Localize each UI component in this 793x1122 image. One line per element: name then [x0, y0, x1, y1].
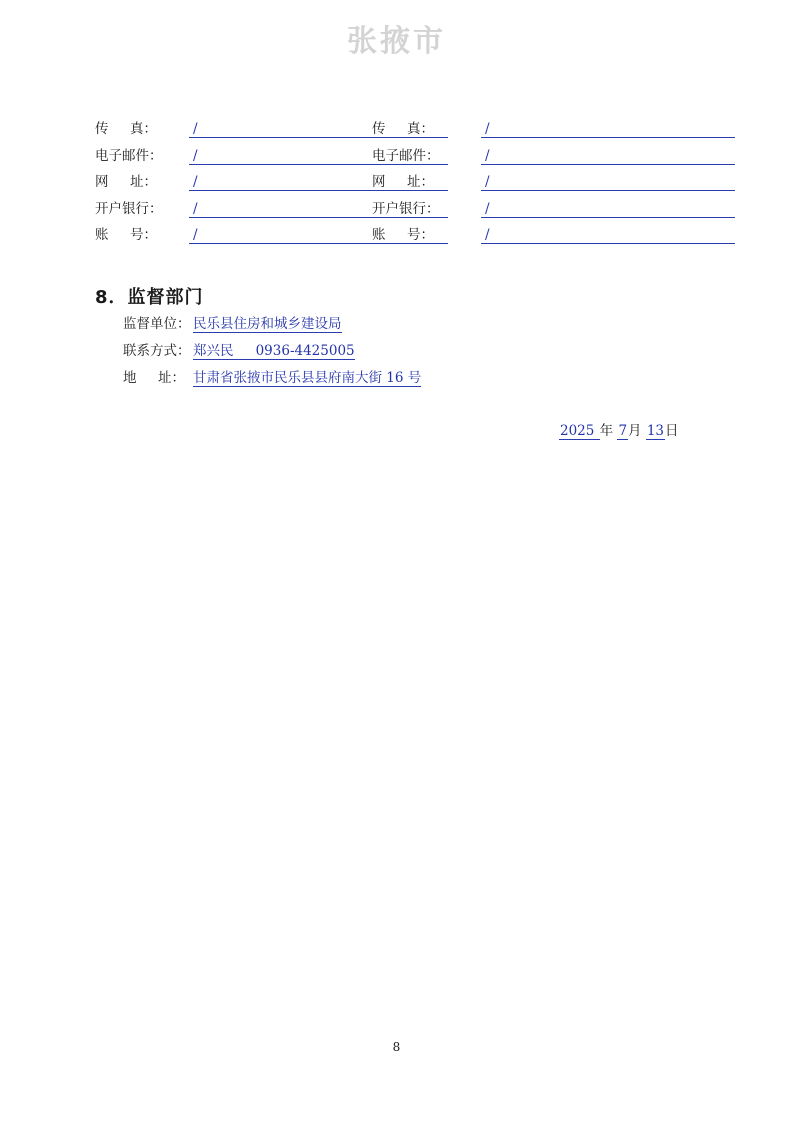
website-label-right: 网 址： [372, 174, 434, 191]
date-day: 13 [646, 423, 665, 439]
date-month: 7 [618, 423, 628, 439]
supervision-contact-row [123, 341, 543, 363]
email-value-right: / [481, 146, 735, 165]
website-value-right: / [481, 172, 735, 191]
supervision-address-value: 甘肃省张掖市民乐县县府南大街 16 号 [193, 370, 422, 386]
supervision-unit-row [123, 314, 543, 336]
contact-info-grid [95, 119, 655, 252]
date-day-suffix: 日 [665, 423, 679, 439]
account-value-left: / [189, 225, 448, 244]
website-value-left: / [189, 172, 448, 191]
document-date [559, 421, 679, 441]
contact-row-website [95, 172, 655, 199]
account-label-left: 账 号： [95, 227, 157, 244]
supervision-address-label: 地 址： [123, 370, 185, 386]
fax-label-right: 传 真： [372, 121, 434, 137]
bank-label-right: 开户银行： [372, 200, 440, 217]
bank-value-left: / [189, 199, 448, 218]
bank-value-right: / [481, 199, 735, 218]
fax-label-left: 传 真： [95, 121, 157, 137]
date-year-suffix: 年 [599, 423, 614, 439]
fax-value-left: / [189, 119, 448, 138]
account-label-right: 账 号： [372, 227, 434, 244]
fax-value-right: / [481, 119, 735, 138]
supervision-contact-value: 郑兴民 0936-4425005 [193, 343, 355, 359]
section-title-supervision: 8．监督部门 [95, 287, 204, 308]
contact-row-account [95, 225, 655, 252]
contact-row-fax [95, 119, 655, 146]
account-value-right: / [481, 225, 735, 244]
date-month-suffix: 月 [628, 423, 642, 439]
contact-row-email [95, 146, 655, 173]
supervision-address-row [123, 368, 543, 390]
supervision-contact-label: 联系方式： [123, 343, 191, 359]
bank-label-left: 开户银行： [95, 200, 163, 217]
contact-row-bank [95, 199, 655, 226]
supervision-unit-label: 监督单位： [123, 316, 191, 332]
email-value-left: / [189, 146, 448, 165]
page-number: 8 [392, 1040, 401, 1054]
website-label-left: 网 址： [95, 174, 157, 191]
email-label-right: 电子邮件： [372, 147, 440, 164]
watermark-text: 张掖市 [347, 24, 446, 59]
date-year: 2025 [560, 423, 599, 439]
supervision-unit-value: 民乐县住房和城乡建设局 [193, 316, 342, 332]
email-label-left: 电子邮件： [95, 147, 163, 164]
